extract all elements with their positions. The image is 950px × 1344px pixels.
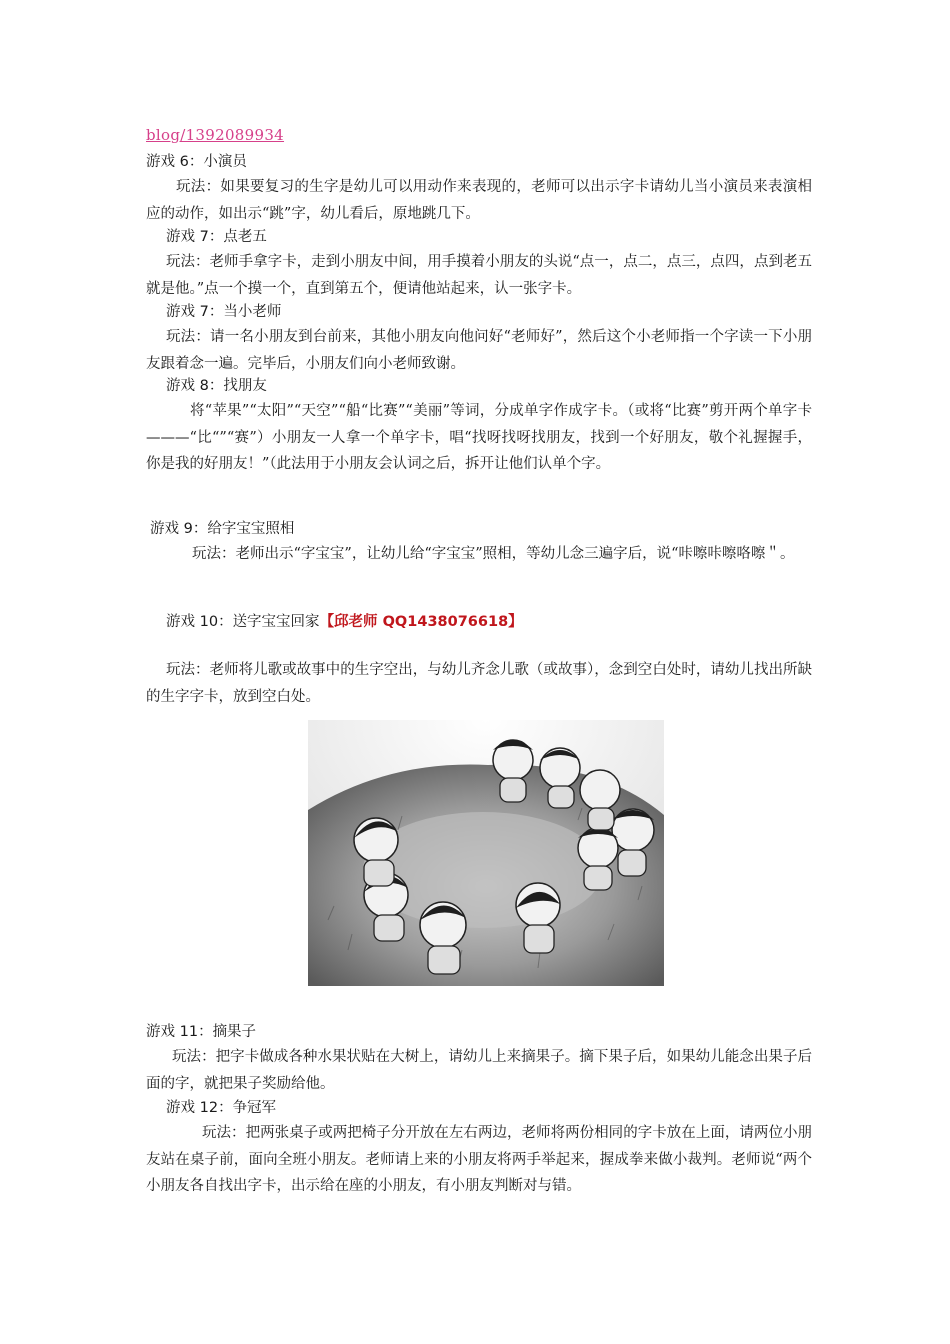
game-8-title: 游戏 8：找朋友 (166, 378, 267, 394)
game-6-body: 玩法：如果要复习的生字是幼儿可以用动作来表现的，老师可以出示字卡请幼儿当小演员来表演相应的动作，如出示“跳”字，幼儿看后，原地跳几下。 (146, 179, 812, 222)
game-9-title: 游戏 9：给字宝宝照相 (150, 521, 295, 537)
game-11-body: 玩法：把字卡做成各种水果状贴在大树上，请幼儿上来摘果子。摘下果子后，如果幼儿能念出果子后面的字，就把果子奖励给他。 (146, 1049, 812, 1092)
game-7-body: 玩法：老师手拿字卡，走到小朋友中间，用手摸着小朋友的头说“点一，点二，点三，点四，点到老五就是他。”点一个摸一个，直到第五个，便请他站起来，认一张字卡。 (146, 254, 812, 297)
game-8-body: 将“苹果”“太阳”“天空”“船“比赛”“美丽”等词，分成单字作成字卡。（或将“比赛”剪开两个单字卡———“比“”“赛”）小朋友一人拿一个单字卡，唱“找呀找呀找朋友，找到一个好朋友，敬个礼握握手，你是我的好朋友！”（此法用于小朋友会认词之后，拆开让他们认单个字。 (146, 403, 812, 472)
illustration-svg (308, 720, 664, 986)
game-6-title: 游戏 6：小演员 (146, 154, 247, 170)
game-11-title: 游戏 11：摘果子 (146, 1024, 257, 1040)
game-10-title: 游戏 10：送字宝宝回家【邱老师 QQ1438076618】 (166, 614, 523, 630)
promo-text: 【邱老师 QQ1438076618】 (319, 614, 523, 630)
game-7b-title: 游戏 7：当小老师 (166, 304, 282, 320)
children-circle-illustration (308, 720, 664, 986)
game-7-title: 游戏 7：点老五 (166, 229, 267, 245)
game-12-title: 游戏 12：争冠军 (166, 1100, 277, 1116)
blog-link[interactable]: blog/1392089934 (146, 126, 285, 144)
game-10-body: 玩法：老师将儿歌或故事中的生字空出，与幼儿齐念儿歌（或故事），念到空白处时，请幼儿找出所缺的生字字卡，放到空白处。 (146, 662, 812, 705)
game-7b-body: 玩法：请一名小朋友到台前来，其他小朋友向他问好“老师好”，然后这个小老师指一个字读一下小朋友跟着念一遍。完毕后，小朋友们向小老师致谢。 (146, 329, 812, 372)
game-9-body: 玩法：老师出示“字宝宝”，让幼儿给“字宝宝”照相，等幼儿念三遍字后，说“咔嚓咔嚓咯嚓＂。 (192, 546, 795, 562)
game-12-body: 玩法：把两张桌子或两把椅子分开放在左右两边，老师将两份相同的字卡放在上面，请两位小朋友站在桌子前，面向全班小朋友。老师请上来的小朋友将两手举起来，握成拳来做小裁判。老师说“两个小朋友各自找出字卡，出示给在座的小朋友，有小朋友判断对与错。 (146, 1125, 812, 1194)
